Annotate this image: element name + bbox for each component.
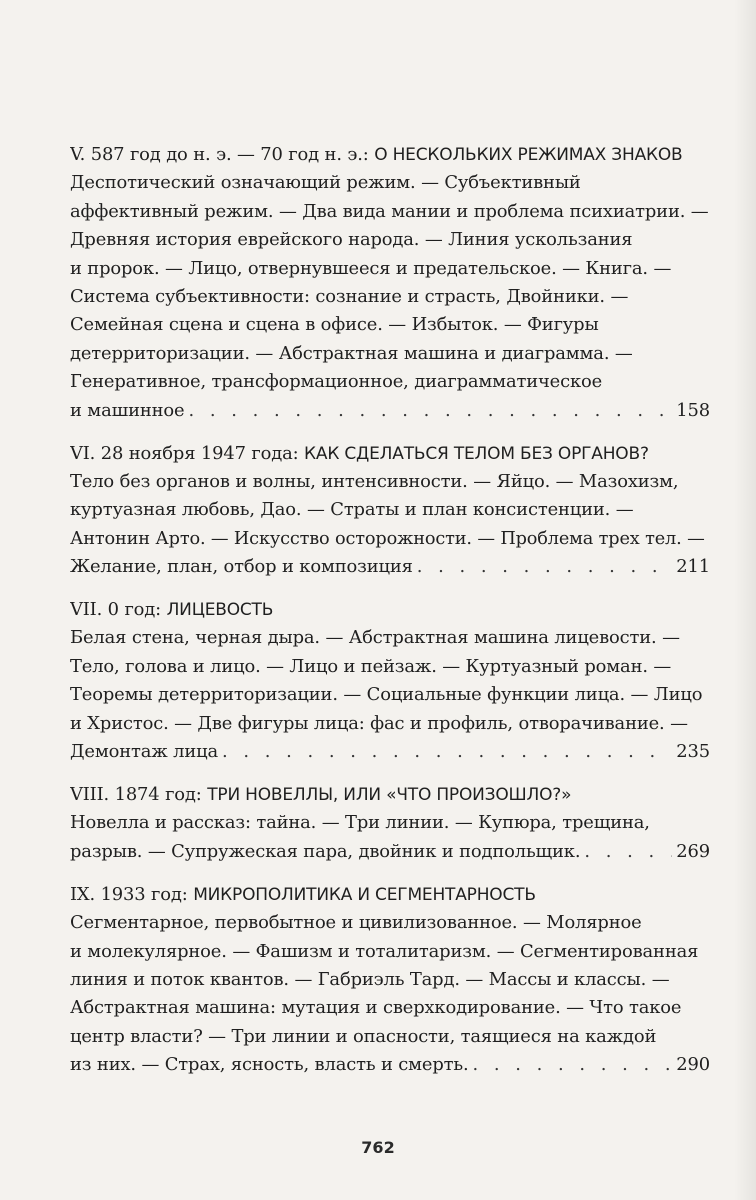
toc-page-ref: 158 (676, 399, 710, 421)
dot-leader (188, 397, 672, 425)
toc-last-line (70, 838, 710, 866)
toc-description-line: куртуазная любовь, Дао. — Страты и план консистенции. — (70, 499, 634, 521)
toc-description-end: и машинное (70, 399, 185, 421)
dot-leader (584, 838, 672, 866)
toc-description-line: Сегментарное, первобытное и цивилизованное. — Молярное (70, 912, 642, 934)
dot-leader (222, 738, 672, 766)
toc-page-ref: 269 (676, 840, 710, 862)
dot-leader (473, 1051, 673, 1079)
toc-description-end: Демонтаж лица (70, 741, 218, 762)
toc-description-line: и молекулярное. — Фашизм и тоталитаризм. — Сегментированная (70, 940, 699, 962)
toc-description-line: Деспотический означающий режим. — Субъективный (70, 172, 581, 194)
chapter-title: КАК СДЕЛАТЬСЯ ТЕЛОМ БЕЗ ОРГАНОВ? (304, 443, 649, 464)
toc-page-ref: 290 (676, 1054, 710, 1076)
toc-entry (70, 440, 710, 582)
toc-description-line: Абстрактная машина: мутация и сверхкодирование. — Что такое (70, 997, 682, 1019)
toc-description-line: Генеративное, трансформационное, диаграмматическое (70, 371, 603, 393)
toc-description-line: и пророк. — Лицо, отвернувшееся и предательское. — Книга. — (70, 257, 672, 279)
toc-heading (70, 596, 710, 624)
toc-description-line: Тело, голова и лицо. — Лицо и пейзаж. — Куртуазный роман. — (70, 655, 672, 677)
toc-last-line (70, 397, 710, 425)
chapter-number: IX. 1933 год: (70, 883, 188, 905)
toc-entry (70, 596, 710, 766)
toc-page-ref: 235 (676, 741, 710, 762)
toc-last-line (70, 553, 710, 581)
table-of-contents (70, 141, 710, 1094)
toc-heading (70, 881, 710, 909)
toc-description-line: детерриторизации. — Абстрактная машина и диаграмма. — (70, 342, 633, 364)
page-number: 762 (361, 1138, 395, 1157)
chapter-number: VII. 0 год: (70, 599, 162, 621)
chapter-title: О НЕСКОЛЬКИХ РЕЖИМАХ ЗНАКОВ (374, 145, 683, 165)
chapter-number: VI. 28 ноября 1947 года: (70, 442, 299, 464)
toc-description-line: центр власти? — Три линии и опасности, таящиеся на каждой (70, 1025, 657, 1047)
toc-description-line: и Христос. — Две фигуры лица: фас и профиль, отворачивание. — (70, 712, 688, 734)
toc-description-line: Теоремы детерриторизации. — Социальные функции лица. — Лицо (70, 684, 703, 706)
toc-description-line: Тело без органов и волны, интенсивности. — Яйцо. — Мазохизм, (70, 470, 679, 492)
page-edge-shadow (734, 0, 756, 1200)
toc-description-line: Система субъективности: сознание и страсть, Двойники. — (70, 285, 629, 307)
toc-description-line: Новелла и рассказ: тайна. — Три линии. — Купюра, трещина, (70, 812, 650, 834)
toc-description-line: Древняя история еврейского народа. — Линия ускользания (70, 229, 633, 251)
chapter-number: V. 587 год до н. э. — 70 год н. э.: (70, 144, 369, 165)
toc-entry (70, 141, 710, 425)
toc-description-line: аффективный режим. — Два вида мании и проблема психиатрии. — (70, 200, 709, 222)
toc-last-line (70, 738, 710, 766)
chapter-title: МИКРОПОЛИТИКА И СЕГМЕНТАРНОСТЬ (193, 884, 536, 905)
toc-heading (70, 440, 710, 468)
toc-description-line: Антонин Арто. — Искусство осторожности. — Проблема трех тел. — (70, 528, 705, 549)
dot-leader (417, 553, 673, 581)
toc-description-end: Желание, план, отбор и композиция (70, 556, 413, 578)
toc-last-line (70, 1051, 710, 1079)
toc-description-line: линия и поток квантов. — Габриэль Тард. — Массы и классы. — (70, 968, 670, 990)
toc-heading (70, 781, 710, 809)
toc-description-end: разрыв. — Супружеская пара, двойник и подпольщик. (70, 840, 581, 862)
toc-entry (70, 781, 710, 866)
toc-page-ref: 211 (676, 556, 710, 578)
toc-description-line: Семейная сцена и сцена в офисе. — Избыток. — Фигуры (70, 314, 599, 336)
chapter-number: VIII. 1874 год: (70, 783, 202, 805)
toc-description-end: из них. — Страх, ясность, власть и смерть. (70, 1054, 469, 1076)
chapter-title: ЛИЦЕВОСТЬ (166, 600, 274, 621)
chapter-title: ТРИ НОВЕЛЛЫ, ИЛИ «ЧТО ПРОИЗОШЛО?» (207, 784, 572, 805)
toc-description-line: Белая стена, черная дыра. — Абстрактная машина лицевости. — (70, 627, 680, 649)
toc-heading (70, 141, 710, 169)
toc-entry (70, 881, 710, 1080)
